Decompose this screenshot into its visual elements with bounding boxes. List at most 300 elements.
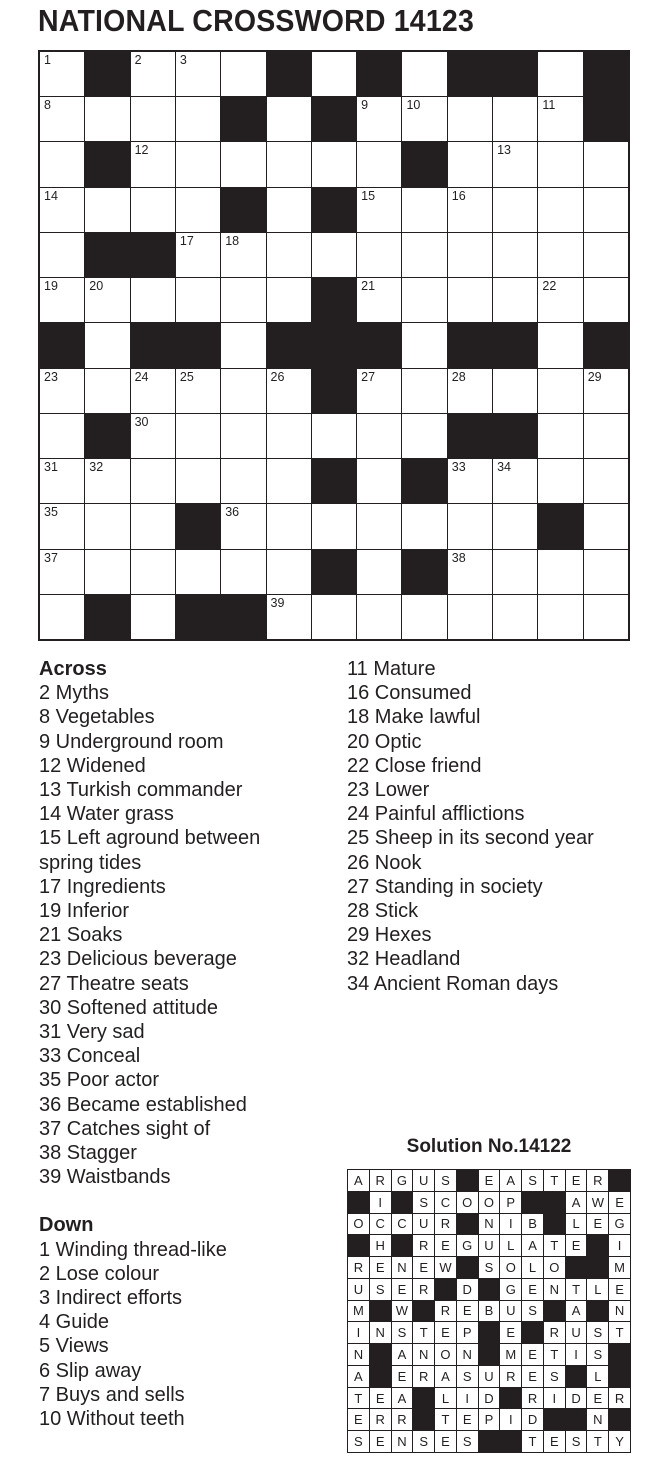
solution-letter: R — [413, 1235, 434, 1256]
solution-letter: P — [479, 1409, 500, 1430]
solution-letter: N — [457, 1344, 478, 1365]
grid-cell[interactable] — [448, 97, 492, 141]
solution-block — [370, 1344, 391, 1365]
grid-cell[interactable] — [402, 504, 446, 548]
grid-cell[interactable] — [538, 323, 582, 367]
clue-number: 16 — [451, 188, 466, 203]
clue-number: 33 — [451, 460, 466, 475]
solution-letter: A — [522, 1235, 543, 1256]
solution-letter: A — [500, 1170, 521, 1191]
grid-cell[interactable] — [357, 188, 401, 232]
grid-cell[interactable] — [131, 278, 175, 322]
grid-block — [312, 550, 356, 594]
grid-block — [85, 233, 129, 277]
grid-cell[interactable] — [538, 278, 582, 322]
grid-cell[interactable] — [448, 233, 492, 277]
grid-block — [538, 504, 582, 548]
grid-cell[interactable] — [221, 504, 265, 548]
clue-item: 33 Conceal — [39, 1045, 141, 1068]
grid-cell[interactable] — [402, 369, 446, 413]
clue-number: 3 — [179, 53, 187, 67]
grid-block — [221, 97, 265, 141]
solution-letter: R — [435, 1214, 456, 1235]
grid-block — [312, 323, 356, 367]
grid-block — [131, 233, 175, 277]
grid-cell[interactable] — [584, 595, 628, 639]
solution-letter: R — [413, 1366, 434, 1387]
grid-cell[interactable] — [584, 459, 628, 503]
clue-number: 25 — [179, 369, 194, 384]
solution-letter: O — [544, 1257, 565, 1278]
clue-item: 22 Close friend — [347, 754, 482, 777]
grid-cell[interactable] — [176, 233, 220, 277]
clue-number: 1 — [44, 53, 51, 67]
grid-cell[interactable] — [85, 550, 129, 594]
grid-cell[interactable] — [131, 188, 175, 232]
grid-cell[interactable] — [85, 459, 129, 503]
solution-letter: E — [435, 1322, 456, 1343]
clue-item: 7 Buys and sells — [39, 1383, 185, 1406]
grid-cell[interactable] — [357, 595, 401, 639]
clue-item: 21 Soaks — [39, 924, 123, 947]
grid-cell[interactable] — [267, 233, 311, 277]
solution-block — [457, 1214, 478, 1235]
grid-cell[interactable] — [538, 97, 582, 141]
grid-cell[interactable] — [85, 323, 129, 367]
grid-cell[interactable] — [584, 142, 628, 186]
clue-number: 17 — [179, 233, 194, 248]
grid-cell[interactable] — [40, 142, 84, 186]
solution-letter: I — [609, 1235, 630, 1256]
grid-cell[interactable] — [312, 233, 356, 277]
solution-letter: W — [587, 1192, 608, 1213]
grid-cell[interactable] — [40, 97, 84, 141]
clue-item: 11 Mature — [347, 658, 436, 680]
grid-cell[interactable] — [357, 504, 401, 548]
grid-cell[interactable] — [176, 188, 220, 232]
grid-block — [402, 550, 446, 594]
solution-letter: S — [544, 1366, 565, 1387]
grid-cell[interactable] — [267, 97, 311, 141]
solution-letter: R — [348, 1257, 369, 1278]
down-clue-list — [39, 1238, 329, 1432]
grid-cell[interactable] — [312, 595, 356, 639]
grid-cell[interactable] — [584, 369, 628, 413]
clue-item: 28 Stick — [347, 900, 419, 923]
solution-block — [392, 1235, 413, 1256]
solution-letter: G — [500, 1279, 521, 1300]
solution-letter: M — [348, 1301, 369, 1322]
grid-cell[interactable] — [176, 369, 220, 413]
clue-number: 28 — [451, 369, 466, 384]
grid-cell[interactable] — [221, 52, 265, 96]
clue-item: 3 Indirect efforts — [39, 1287, 183, 1310]
grid-cell[interactable] — [448, 459, 492, 503]
clue-item: 23 Lower — [347, 779, 430, 802]
grid-cell[interactable] — [85, 188, 129, 232]
solution-letter: A — [566, 1301, 587, 1322]
clue-number: 21 — [361, 279, 376, 294]
solution-letter: E — [348, 1409, 369, 1430]
solution-letter: I — [500, 1409, 521, 1430]
grid-cell[interactable] — [357, 97, 401, 141]
grid-cell[interactable] — [221, 414, 265, 458]
grid-block — [402, 142, 446, 186]
grid-cell[interactable] — [538, 550, 582, 594]
grid-cell[interactable] — [267, 142, 311, 186]
solution-letter: U — [500, 1301, 521, 1322]
crossword-grid[interactable] — [38, 50, 630, 641]
clue-item: 12 Widened — [39, 754, 146, 777]
clue-item: 4 Guide — [39, 1311, 110, 1334]
solution-letter: A — [348, 1366, 369, 1387]
grid-cell[interactable] — [538, 414, 582, 458]
solution-block — [435, 1279, 456, 1300]
solution-letter: S — [522, 1301, 543, 1322]
grid-cell[interactable] — [40, 278, 84, 322]
grid-block — [267, 52, 311, 96]
solution-letter: G — [609, 1214, 630, 1235]
solution-block — [609, 1170, 630, 1191]
grid-cell[interactable] — [493, 233, 537, 277]
grid-cell[interactable] — [312, 414, 356, 458]
grid-cell[interactable] — [221, 459, 265, 503]
solution-letter: D — [566, 1388, 587, 1409]
solution-letter: N — [587, 1409, 608, 1430]
solution-letter: R — [392, 1409, 413, 1430]
solution-letter: S — [566, 1431, 587, 1452]
grid-cell[interactable] — [131, 595, 175, 639]
clue-number: 23 — [44, 369, 58, 384]
grid-cell[interactable] — [538, 233, 582, 277]
grid-block — [267, 323, 311, 367]
grid-cell[interactable] — [538, 52, 582, 96]
solution-letter: I — [457, 1388, 478, 1409]
solution-block — [500, 1388, 521, 1409]
solution-letter: A — [435, 1366, 456, 1387]
clue-number: 12 — [134, 143, 149, 158]
grid-block — [85, 142, 129, 186]
grid-cell[interactable] — [221, 369, 265, 413]
grid-cell[interactable] — [357, 233, 401, 277]
grid-block — [312, 278, 356, 322]
clue-number: 9 — [361, 98, 369, 113]
grid-cell[interactable] — [267, 459, 311, 503]
solution-letter: T — [544, 1235, 565, 1256]
clue-number: 36 — [225, 505, 240, 520]
grid-block — [493, 414, 537, 458]
grid-cell[interactable] — [448, 504, 492, 548]
grid-cell[interactable] — [40, 459, 84, 503]
solution-letter: A — [392, 1344, 413, 1365]
grid-block — [584, 52, 628, 96]
solution-letter: E — [522, 1366, 543, 1387]
grid-cell[interactable] — [493, 369, 537, 413]
solution-block — [348, 1235, 369, 1256]
grid-cell[interactable] — [357, 278, 401, 322]
clue-item: 24 Painful afflictions — [347, 803, 525, 826]
grid-cell[interactable] — [176, 52, 220, 96]
grid-cell[interactable] — [357, 550, 401, 594]
clue-number: 22 — [542, 279, 557, 294]
solution-letter: C — [392, 1214, 413, 1235]
solution-letter: U — [413, 1170, 434, 1191]
across-heading: Across — [39, 658, 107, 680]
clue-number: 37 — [44, 550, 58, 565]
grid-block — [85, 52, 129, 96]
clue-item: 16 Consumed — [347, 682, 472, 705]
grid-cell[interactable] — [402, 595, 446, 639]
grid-cell[interactable] — [493, 504, 537, 548]
grid-cell[interactable] — [221, 278, 265, 322]
grid-cell[interactable] — [538, 459, 582, 503]
clue-number: 13 — [497, 143, 511, 158]
grid-cell[interactable] — [493, 97, 537, 141]
grid-cell[interactable] — [40, 188, 84, 232]
grid-cell[interactable] — [131, 52, 175, 96]
solution-letter: U — [348, 1279, 369, 1300]
grid-cell[interactable] — [267, 550, 311, 594]
grid-cell[interactable] — [402, 233, 446, 277]
grid-cell[interactable] — [176, 550, 220, 594]
grid-cell[interactable] — [357, 459, 401, 503]
clue-item: 9 Underground room — [39, 730, 224, 753]
grid-cell[interactable] — [221, 550, 265, 594]
clue-item: 35 Poor actor — [39, 1069, 160, 1092]
grid-block — [40, 323, 84, 367]
solution-letter: S — [413, 1192, 434, 1213]
solution-letter: R — [413, 1279, 434, 1300]
grid-cell[interactable] — [40, 233, 84, 277]
clue-item: 26 Nook — [347, 851, 422, 874]
solution-letter: T — [435, 1409, 456, 1430]
grid-cell[interactable] — [402, 278, 446, 322]
grid-cell[interactable] — [402, 97, 446, 141]
solution-letter: T — [348, 1388, 369, 1409]
grid-cell[interactable] — [538, 595, 582, 639]
grid-cell[interactable] — [40, 414, 84, 458]
grid-cell[interactable] — [538, 142, 582, 186]
grid-block — [493, 323, 537, 367]
solution-block — [609, 1344, 630, 1365]
solution-letter: O — [479, 1192, 500, 1213]
grid-cell[interactable] — [267, 188, 311, 232]
solution-block — [370, 1366, 391, 1387]
solution-letter: R — [609, 1388, 630, 1409]
solution-letter: D — [479, 1388, 500, 1409]
grid-cell[interactable] — [493, 188, 537, 232]
solution-letter: E — [392, 1366, 413, 1387]
solution-grid — [347, 1169, 631, 1453]
solution-letter: T — [544, 1344, 565, 1365]
grid-cell[interactable] — [357, 142, 401, 186]
grid-cell[interactable] — [538, 188, 582, 232]
grid-cell[interactable] — [85, 504, 129, 548]
solution-letter: S — [522, 1170, 543, 1191]
grid-cell[interactable] — [402, 323, 446, 367]
solution-letter: N — [479, 1214, 500, 1235]
clue-number: 8 — [44, 98, 51, 113]
solution-letter: B — [522, 1214, 543, 1235]
grid-cell[interactable] — [448, 595, 492, 639]
solution-letter: O — [348, 1214, 369, 1235]
solution-block — [566, 1366, 587, 1387]
clues-column-right — [347, 657, 647, 996]
solution-letter: E — [392, 1279, 413, 1300]
solution-letter: S — [479, 1257, 500, 1278]
grid-cell[interactable] — [584, 188, 628, 232]
grid-cell[interactable] — [448, 369, 492, 413]
grid-cell[interactable] — [40, 52, 84, 96]
solution-letter: S — [457, 1431, 478, 1452]
grid-cell[interactable] — [176, 414, 220, 458]
solution-letter: E — [609, 1279, 630, 1300]
grid-cell[interactable] — [267, 278, 311, 322]
solution-letter: Y — [609, 1431, 630, 1452]
solution-letter: T — [587, 1431, 608, 1452]
solution-letter: E — [435, 1235, 456, 1256]
solution-letter: U — [413, 1214, 434, 1235]
clue-number: 31 — [44, 460, 58, 475]
grid-cell[interactable] — [176, 278, 220, 322]
grid-cell[interactable] — [267, 414, 311, 458]
solution-block — [479, 1431, 500, 1452]
grid-cell[interactable] — [221, 323, 265, 367]
solution-letter: T — [566, 1279, 587, 1300]
solution-block — [479, 1344, 500, 1365]
solution-letter: T — [522, 1431, 543, 1452]
clue-number: 26 — [270, 369, 285, 384]
grid-block — [402, 459, 446, 503]
grid-cell[interactable] — [267, 369, 311, 413]
grid-cell[interactable] — [584, 278, 628, 322]
solution-block — [609, 1366, 630, 1387]
grid-cell[interactable] — [402, 414, 446, 458]
solution-letter: E — [435, 1431, 456, 1452]
solution-letter: R — [500, 1366, 521, 1387]
clue-number: 18 — [225, 233, 240, 248]
grid-cell[interactable] — [40, 504, 84, 548]
grid-block — [584, 323, 628, 367]
grid-cell[interactable] — [448, 188, 492, 232]
grid-cell[interactable] — [584, 550, 628, 594]
solution-letter: C — [435, 1192, 456, 1213]
grid-cell[interactable] — [40, 595, 84, 639]
clue-number: 10 — [406, 98, 421, 113]
solution-letter: R — [370, 1170, 391, 1191]
grid-cell[interactable] — [131, 550, 175, 594]
grid-block — [584, 97, 628, 141]
solution-block — [522, 1192, 543, 1213]
grid-cell[interactable] — [176, 142, 220, 186]
grid-cell[interactable] — [267, 595, 311, 639]
clue-item: 8 Vegetables — [39, 706, 155, 729]
solution-letter: M — [609, 1257, 630, 1278]
grid-cell[interactable] — [131, 459, 175, 503]
grid-cell[interactable] — [493, 142, 537, 186]
grid-cell[interactable] — [221, 233, 265, 277]
grid-cell[interactable] — [584, 233, 628, 277]
grid-cell[interactable] — [448, 142, 492, 186]
grid-cell[interactable] — [584, 414, 628, 458]
solution-letter: L — [566, 1214, 587, 1235]
solution-letter: N — [609, 1301, 630, 1322]
solution-letter: U — [479, 1366, 500, 1387]
grid-cell[interactable] — [493, 550, 537, 594]
grid-cell[interactable] — [221, 142, 265, 186]
solution-block — [544, 1192, 565, 1213]
solution-letter: N — [413, 1344, 434, 1365]
solution-letter: I — [370, 1192, 391, 1213]
grid-cell[interactable] — [312, 504, 356, 548]
clue-item: 29 Hexes — [347, 924, 432, 947]
grid-cell[interactable] — [402, 52, 446, 96]
grid-cell[interactable] — [402, 188, 446, 232]
grid-block — [357, 52, 401, 96]
grid-cell[interactable] — [85, 369, 129, 413]
grid-cell[interactable] — [40, 550, 84, 594]
grid-block — [131, 323, 175, 367]
clue-item: 31 Very sad — [39, 1021, 145, 1044]
grid-cell[interactable] — [176, 97, 220, 141]
grid-cell[interactable] — [584, 504, 628, 548]
solution-block — [566, 1257, 587, 1278]
across-clue-list — [39, 681, 329, 1189]
grid-cell[interactable] — [538, 369, 582, 413]
solution-letter: L — [587, 1279, 608, 1300]
solution-letter: L — [435, 1388, 456, 1409]
grid-cell[interactable] — [40, 369, 84, 413]
solution-letter: U — [479, 1235, 500, 1256]
solution-block — [457, 1170, 478, 1191]
grid-cell[interactable] — [357, 414, 401, 458]
grid-cell[interactable] — [131, 369, 175, 413]
grid-cell[interactable] — [176, 459, 220, 503]
grid-cell[interactable] — [85, 97, 129, 141]
grid-cell[interactable] — [131, 97, 175, 141]
grid-cell[interactable] — [448, 278, 492, 322]
solution-letter: S — [435, 1170, 456, 1191]
grid-cell[interactable] — [85, 278, 129, 322]
grid-cell[interactable] — [312, 142, 356, 186]
grid-cell[interactable] — [493, 278, 537, 322]
grid-cell[interactable] — [131, 504, 175, 548]
grid-cell[interactable] — [267, 504, 311, 548]
solution-letter: E — [522, 1344, 543, 1365]
down-clue-list-continued — [347, 657, 647, 996]
grid-cell[interactable] — [357, 369, 401, 413]
grid-cell[interactable] — [131, 414, 175, 458]
solution-letter: S — [348, 1431, 369, 1452]
grid-cell[interactable] — [312, 52, 356, 96]
grid-cell[interactable] — [448, 550, 492, 594]
solution-letter: E — [544, 1431, 565, 1452]
solution-letter: E — [413, 1257, 434, 1278]
grid-cell[interactable] — [493, 595, 537, 639]
solution-block — [392, 1192, 413, 1213]
clue-number: 29 — [587, 369, 602, 384]
grid-cell[interactable] — [131, 142, 175, 186]
grid-cell[interactable] — [493, 459, 537, 503]
solution-block — [544, 1301, 565, 1322]
solution-letter: A — [566, 1192, 587, 1213]
solution-letter: E — [566, 1235, 587, 1256]
grid-block — [176, 595, 220, 639]
clue-item: 14 Water grass — [39, 803, 174, 826]
solution-letter: L — [522, 1257, 543, 1278]
solution-letter: E — [457, 1301, 478, 1322]
solution-letter: S — [413, 1431, 434, 1452]
